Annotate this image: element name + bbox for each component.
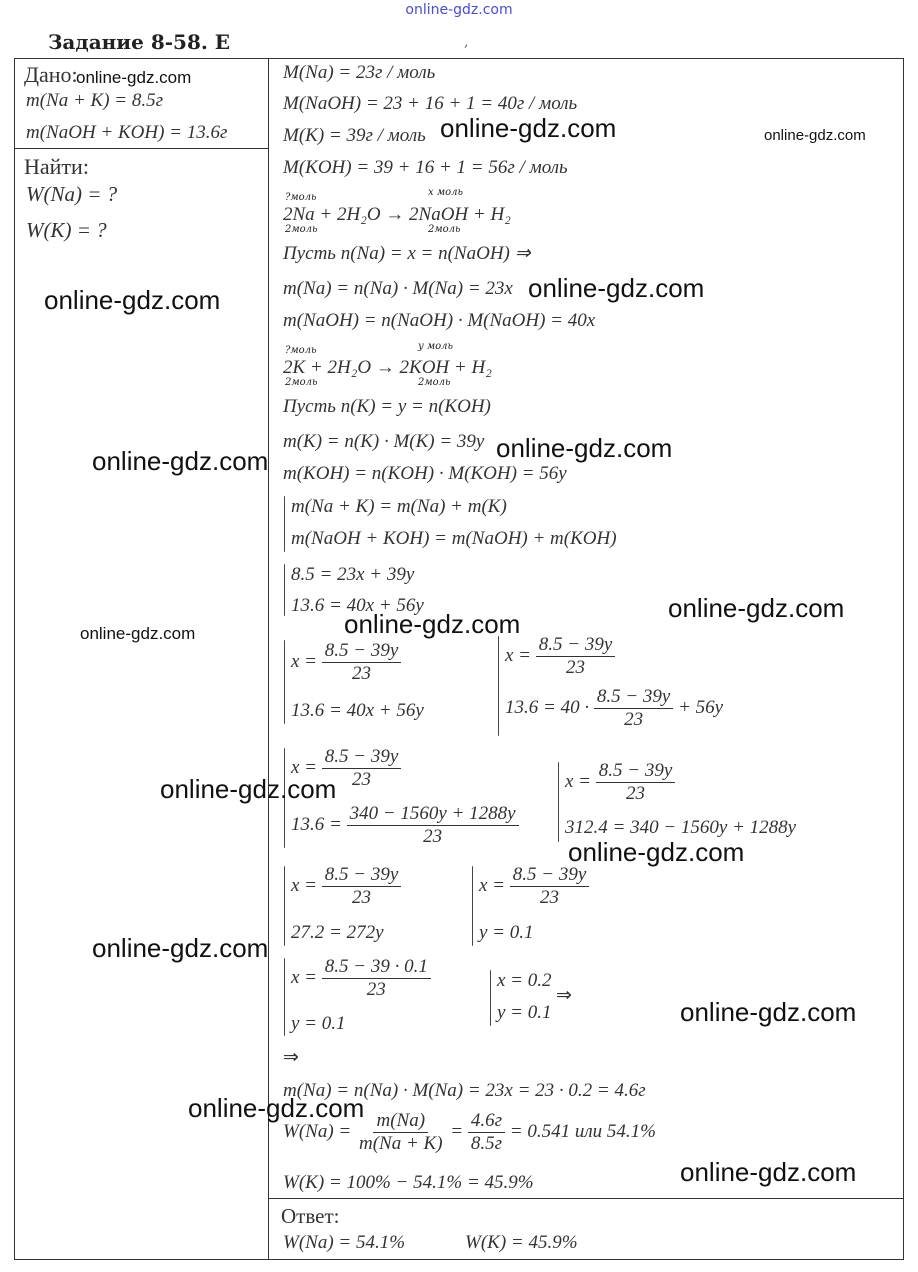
system-brace [284,564,285,616]
system-line: x = 0.2 [497,970,552,991]
watermark: online-gdz.com [160,774,337,804]
var-x: x = [291,756,318,778]
answer-item: W(Na) = 54.1% [283,1232,406,1253]
system-line [479,864,589,909]
watermark: online-gdz.com [92,446,269,476]
system-line [505,634,615,679]
given-label: Дано: [24,62,78,87]
watermark: online-gdz.com [188,1093,365,1123]
mass-line: m(Na) = n(Na) · M(Na) = 23x [283,278,513,299]
reaction-equation: 2K + 2H₂O → 2KOH + H₂ [283,357,492,378]
var-x: x = [505,644,532,666]
given-item: m(Na + K) = 8.5г [26,90,164,111]
reaction-annotation: ?моль [285,192,317,203]
fraction-num: 8.5 − 39 · 0.1 [322,956,431,979]
given-item: m(NaOH + KOH) = 13.6г [26,122,228,143]
fraction-den: 23 [540,887,560,908]
system-line [291,803,519,848]
find-label: Найти: [24,154,89,179]
fraction-num: 8.5 − 39y [322,864,402,887]
column-divider [268,58,269,1260]
system-line [565,760,675,805]
watermark: online-gdz.com [568,837,745,867]
answer-item: W(K) = 45.9% [465,1232,578,1253]
answer-label: Ответ: [281,1204,340,1228]
system-line: y = 0.1 [497,1002,552,1023]
system-line: 312.4 = 340 − 1560y + 1288y [565,817,797,838]
system-line [291,864,401,909]
fraction-num: 8.5 − 39y [510,864,590,887]
molar-mass-line: M(K) = 39г / моль [283,125,426,146]
fraction-num: 8.5 − 39y [594,686,674,709]
expr-part: = [450,1120,464,1142]
fraction [322,956,431,1001]
system-line: m(NaOH + KOH) = m(NaOH) + m(KOH) [291,528,617,549]
expr-part: W(Na) = [283,1120,352,1142]
let-statement: Пусть n(K) = y = n(KOH) [283,396,491,417]
mass-line: m(KOH) = n(KOH) · M(KOH) = 56y [283,463,567,484]
fraction-den: 23 [352,663,372,684]
var-x: x = [291,650,318,672]
watermark: online-gdz.com [440,113,617,143]
fraction-den: 23 [566,657,586,678]
watermark: online-gdz.com [764,127,866,144]
watermark: online-gdz.com [680,1157,857,1187]
fraction-den: 23 [352,769,372,790]
fraction-den: 23 [624,709,644,730]
var-x: x = [291,874,318,896]
fraction-num: 8.5 − 39y [596,760,676,783]
mass-line: m(K) = n(K) · M(K) = 39y [283,431,485,452]
expr-part: 13.6 = 40 · [505,696,590,718]
watermark: online-gdz.com [344,609,521,639]
fraction [356,1110,446,1155]
fraction-den: 23 [366,979,386,1000]
reaction-annotation: y моль [418,341,453,352]
watermark: online-gdz.com [44,285,221,315]
fraction [536,634,616,679]
answer-divider [268,1198,904,1199]
fraction-den: 23 [352,887,372,908]
system-line: 13.6 = 40x + 56y [291,595,424,616]
system-brace [284,866,285,946]
fraction-num: m(Na) [373,1110,428,1133]
watermark: online-gdz.com [92,933,269,963]
expr-part: 13.6 = [291,813,342,835]
stray-mark: , [464,34,469,50]
fraction-den: m(Na + K) [358,1133,443,1154]
molar-mass-line: M(Na) = 23г / моль [283,62,436,83]
find-item: W(K) = ? [26,218,107,242]
fraction-num: 340 − 1560y + 1288y [347,803,519,826]
find-item: W(Na) = ? [26,182,118,206]
molar-mass-line: M(NaOH) = 23 + 16 + 1 = 40г / моль [283,93,578,114]
molar-mass-line: M(KOH) = 39 + 16 + 1 = 56г / моль [283,157,568,178]
site-header-link[interactable]: online-gdz.com [405,2,513,18]
fraction [594,686,674,731]
reaction-annotation: ?моль [285,345,317,356]
system-line: y = 0.1 [479,922,534,943]
system-line: 13.6 = 40x + 56y [291,700,424,721]
fraction-num: 8.5 − 39y [322,640,402,663]
fraction [347,803,519,848]
watermark: online-gdz.com [496,433,673,463]
var-x: x = [565,770,592,792]
reaction-annotation: 2моль [428,224,461,235]
fraction-num: 4.6г [468,1110,505,1133]
fraction [468,1110,505,1155]
reaction-annotation: 2моль [418,377,451,388]
fraction-num: 8.5 − 39y [322,746,402,769]
reaction-annotation: x моль [428,187,463,198]
var-x: x = [291,966,318,988]
mass-result: m(Na) = n(Na) · M(Na) = 23x = 23 · 0.2 = 4.6г [283,1080,646,1101]
system-brace [472,866,473,946]
system-brace [284,640,285,724]
fraction [510,864,590,909]
watermark: online-gdz.com [680,997,857,1027]
system-line: 8.5 = 23x + 39y [291,564,415,585]
mass-fraction-k: W(K) = 100% − 54.1% = 45.9% [283,1172,534,1193]
watermark: online-gdz.com [668,593,845,623]
system-line [291,956,431,1001]
expr-part: + 56y [678,696,724,718]
reaction-equation: 2Na + 2H₂O → 2NaOH + H₂ [283,204,511,225]
system-line [505,686,723,731]
system-line: m(Na + K) = m(Na) + m(K) [291,496,507,517]
fraction [322,864,402,909]
system-line [291,640,401,685]
fraction-den: 8.5г [470,1133,503,1154]
system-brace [284,496,285,552]
watermark: online-gdz.com [528,273,705,303]
fraction-den: 23 [423,826,443,847]
implies-arrow: ⇒ [283,1047,299,1068]
fraction [322,640,402,685]
fraction-num: 8.5 − 39y [536,634,616,657]
implies-arrow: ⇒ [556,985,572,1006]
fraction-den: 23 [626,783,646,804]
system-line: 27.2 = 272y [291,922,384,943]
watermark: online-gdz.com [80,624,196,643]
system-brace [498,636,499,736]
expr-part: = 0.541 или 54.1% [509,1120,656,1142]
watermark: online-gdz.com [76,68,192,87]
let-statement: Пусть n(Na) = x = n(NaOH) ⇒ [283,243,531,264]
system-line: y = 0.1 [291,1013,346,1034]
reaction-annotation: 2моль [285,377,318,388]
task-title: Задание 8-58. Е [48,30,231,54]
system-brace [558,762,559,842]
given-divider [14,148,268,149]
mass-line: m(NaOH) = n(NaOH) · M(NaOH) = 40x [283,310,596,331]
system-brace [284,958,285,1036]
reaction-annotation: 2моль [285,224,318,235]
var-x: x = [479,874,506,896]
fraction [596,760,676,805]
system-brace [490,970,491,1026]
